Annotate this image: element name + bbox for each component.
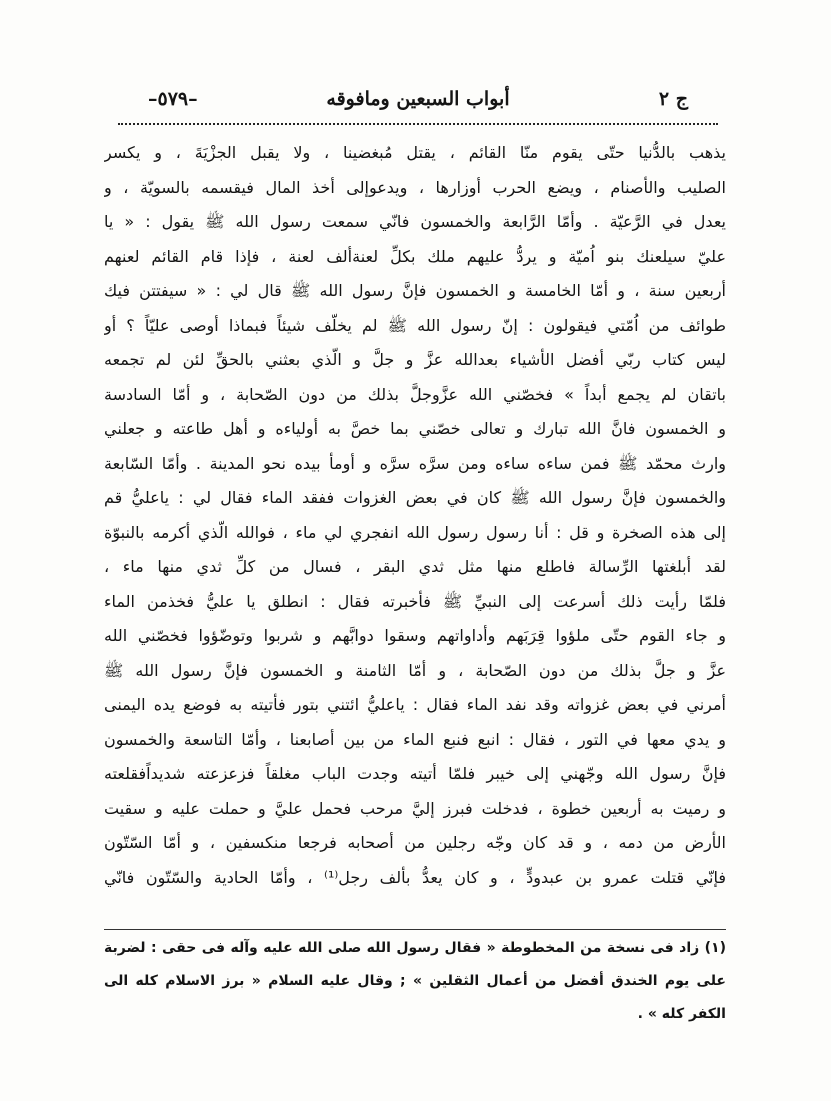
text-line: و رميت به أربعين خطوة ، فدخلت فبرز إليَّ مرحب فحمل عليَّ و حملت عليه و سقيت xyxy=(104,798,726,818)
text-line: و الخمسون فانَّ الله تبارك و تعالى خصّني بما خصَّ به أولياءه و أهل طاعته و جعلني xyxy=(104,419,726,438)
text-line: وارث محمّد ﷺ فمن ساءه ساءه ومن سرَّه سرَّه و أومأ بيده نحو المدينة . وأمّا السّابعة xyxy=(104,453,726,473)
text-line: ليس كتاب ربّي أفضل الأشياء بعدالله عزَّ و جلَّ و الّذي بعثني بالحقِّ لئن لم تجمعه xyxy=(104,350,726,369)
text-line: باتقان لم يجمع أبداً » فخصّني الله عزَّوجلَّ بذلك من دون الصّحابة ، و أمّا السادسة xyxy=(104,384,726,404)
text-line: يذهب بالدُّنيا حتّى يقوم منّا القائم ، يقتل مُبغضينا ، ولا يقبل الجزْيَةَ ، و يكسر xyxy=(104,143,726,162)
main-text xyxy=(104,136,726,895)
text-line: الصليب والأصنام ، ويضع الحرب أوزارها ، ويدعوإلى أخذ المال فيقسمه بالسويّة ، و xyxy=(104,177,726,197)
text-line: و جاء القوم حتّى ملؤوا قِرَبَهم وأداواتهم وسقوا دوابَّهم و شربوا وتوضّؤوا فخصّني الله xyxy=(104,626,726,645)
text-line: طوائف من اُمّتي فيقولون : إنّ رسول الله ﷺ لم يخلّف شيئاً فبماذا أوصى عليّاً ؟ أو xyxy=(104,315,726,335)
page-number: –٥٧٩– xyxy=(148,88,198,110)
text-line: يعدل في الرَّعيّة . وأمّا الرَّابعة والخمسون فانّي سمعت رسول الله ﷺ يقول : « يا xyxy=(104,212,726,231)
text-line: فإنّي قتلت عمرو بن عبدودٍّ ، و كان يعدُّ بألف رجل⁽¹⁾ ، وأمّا الحادية والسّتّون فانّي xyxy=(104,867,726,887)
volume-label: ج ٢ xyxy=(658,88,688,110)
header-divider xyxy=(118,123,718,125)
footnote-line: على يوم الخندق أفضل من أعمال الثقلين » ; وقال عليه السلام « برز الاسلام كله الى xyxy=(104,973,726,989)
page-header xyxy=(148,88,688,118)
text-line: إلى هذه الصخرة و قل : أنا رسول رسول الله انفجري لي ماء ، فوالله الّذي أكرمه بالنبوّة xyxy=(104,522,726,542)
text-line: الأرض من دمه ، و قد كان وجّه رجلين من أصحابه فرجعا منكسفين ، و أمّا السّتّون xyxy=(104,833,726,852)
footnote xyxy=(104,932,726,1031)
footnote-line: (١) زاد فى نسخة من المخطوطة « فقال رسول الله صلى الله عليه وآله فى حقى : لضربة xyxy=(104,940,726,956)
text-line: لقد أبلغتها الرِّسالة فاطلع منها مثل ثدي البقر ، فسال من كلِّ ثدي منها ماء ، xyxy=(104,557,726,576)
text-line: فإنَّ رسول الله وجّهني إلى خيبر فلمّا أتيته وجدت الباب مغلقاً فزعزعته شديداًفقلعته xyxy=(104,764,726,783)
text-line: أربعين سنة ، و أمّا الخامسة و الخمسون فإنَّ رسول الله ﷺ قال لي : « سيفتتن فيك xyxy=(104,281,726,300)
text-line: عزَّ و جلَّ بذلك من دون الصّحابة ، و أمّا الثامنة و الخمسون فإنَّ رسول الله ﷺ xyxy=(104,660,726,680)
text-line: أمرني في بعض غزواته وقد نفد الماء فقال : ياعليُّ ائتني بتور فأتيته به فوضع يده اليمنى xyxy=(104,695,726,714)
text-line: عليّ سيلعنك بنو اُميّة و يردُّ عليهم ملك بكلِّ لعنةألف لعنة ، فإذا قام القائم لعنهم xyxy=(104,246,726,266)
text-line: و يدي معها في التور ، فقال : انبع فنبع الماء من بين أصابعنا ، وأمّا التاسعة والخمسون xyxy=(104,729,726,749)
text-line: والخمسون فإنَّ رسول الله ﷺ كان في بعض الغزوات ففقد الماء فقال لي : ياعليُّ قم xyxy=(104,488,726,507)
footnote-divider xyxy=(104,929,726,930)
text-line: فلمّا رأيت ذلك أسرعت إلى النبيِّ ﷺ فأخبرته فقال : انطلق يا عليُّ فخذمن الماء xyxy=(104,591,726,611)
footnote-line: الكفر كله » . xyxy=(637,1006,726,1022)
chapter-title: أبواب السبعين ومافوقه xyxy=(326,88,510,110)
